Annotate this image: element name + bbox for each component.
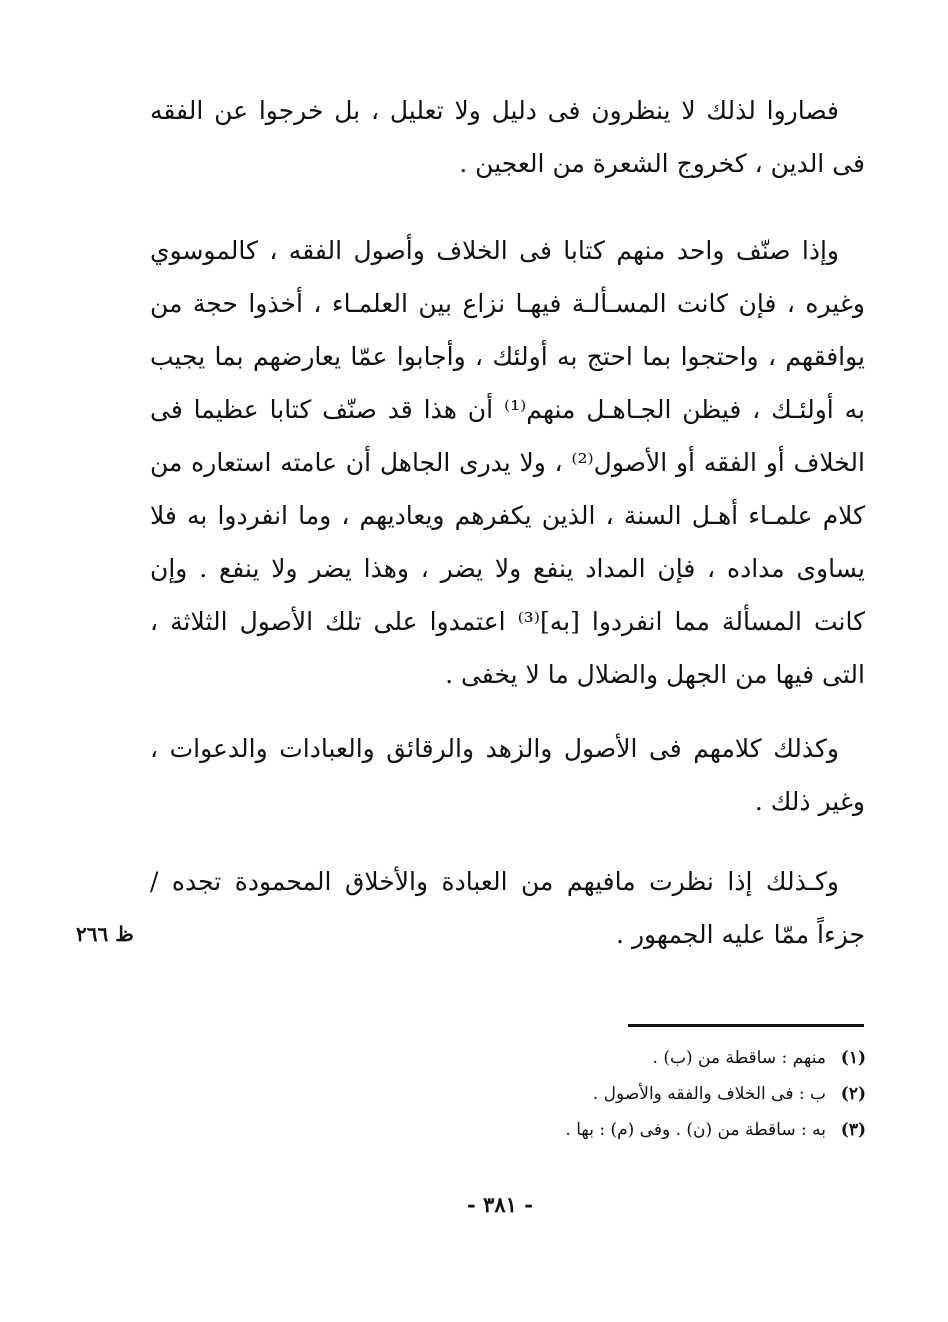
footnote-text: منهم : ساقطة من (ب) .: [652, 1048, 826, 1068]
footnote-2: [470, 1076, 866, 1112]
paragraph-2: وإذا صنّف واحد منهم كتابا فى الخلاف وأصول الفقه ، كالموسوي وغيره ، فإن كانت المسـألـة فيهـا نزاع بين العلمـاء ، أخذوا حجة من يوافقهم ، واحتجوا بما احتج به أولئك ، وأجابوا عمّا يعارضهم بما يجيب به أولئـك ، فيظن الجـاهـل منهم⁽¹⁾ أن هذا قد صنّف كتابا عظيما فى الخلاف أو الفقه أو الأصول⁽²⁾ ، ولا يدرى الجاهل أن عامته استعاره من كلام علمـاء أهـل السنة ، الذين يكفرهم ويعاديهم ، وما انفردوا به فلا يساوى مداده ، فإن المداد ينفع ولا يضر ، وهذا يضر ولا ينفع . وإن كانت المسألة مما انفردوا [به]⁽³⁾ اعتمدوا على تلك الأصول الثلاثة ، التى فيها من الجهل والضلال ما لا يخفى .: [150, 236, 866, 689]
footnote-3: [470, 1112, 866, 1148]
footnote-text: به : ساقطة من (ن) . وفى (م) : بها .: [565, 1120, 826, 1140]
footnote-number: (١): [840, 1048, 866, 1068]
paragraph-4: وكـذلك إذا نظرت مافيهم من العبادة والأخلاق المحمودة تجده / جزءاً ممّا عليه الجمهور .: [150, 867, 865, 949]
footnote-number: (٢): [840, 1084, 866, 1104]
manuscript-folio-marker: ظ ٢٦٦: [76, 922, 134, 946]
paragraph-1: فصاروا لذلك لا ينظرون فى دليل ولا تعليل ، بل خرجوا عن الفقه فى الدين ، كخروج الشعرة من العجين .: [150, 96, 865, 178]
page-number: - ٣٨١ -: [467, 1192, 533, 1217]
footnotes: [470, 1040, 866, 1148]
footnote-1: [470, 1040, 866, 1076]
paragraph-3: وكذلك كلامهم فى الأصول والزهد والرقائق والعبادات والدعوات ، وغير ذلك .: [150, 734, 865, 816]
footnote-text: ب : فى الخلاف والفقه والأصول .: [592, 1084, 826, 1104]
footnote-divider: [628, 1024, 864, 1027]
footnote-number: (٣): [840, 1120, 866, 1140]
